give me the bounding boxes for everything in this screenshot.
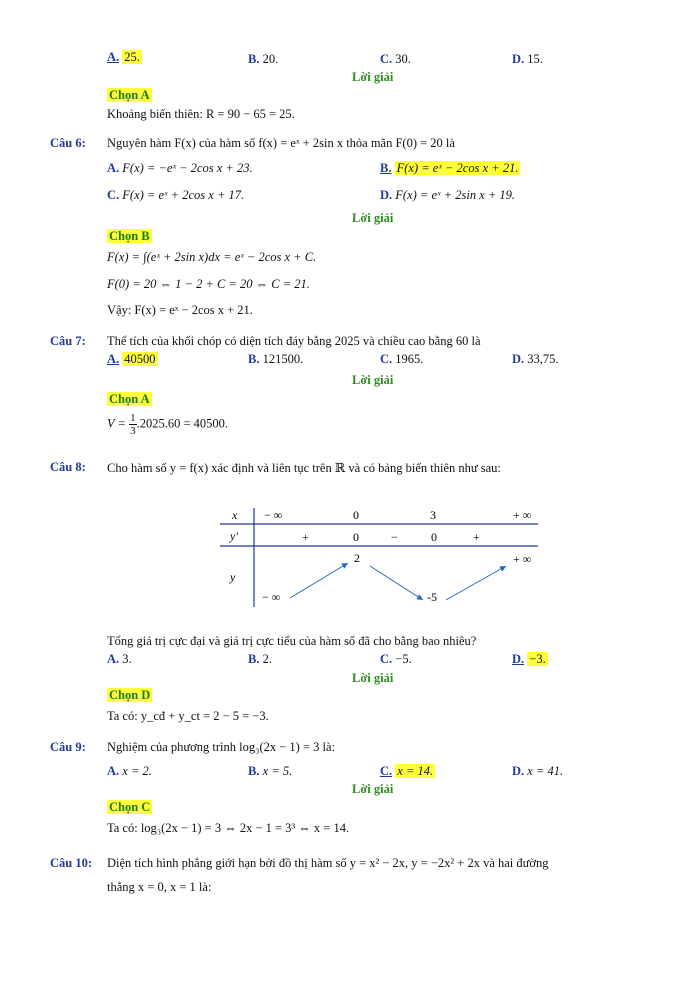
chon-text: Chọn A xyxy=(109,392,150,406)
fraction xyxy=(129,412,137,437)
option-label: C. xyxy=(380,652,393,666)
question-number: Câu 7: xyxy=(50,334,86,348)
question-number: Câu 8: xyxy=(50,460,86,474)
option-label: B. xyxy=(248,52,260,66)
question-stem: Nghiệm của phương trình log₃(2x − 1) = 3 là: xyxy=(107,740,335,754)
chon-text: Chọn C xyxy=(109,800,151,814)
option-label: B. xyxy=(248,352,260,366)
option-label: A. xyxy=(107,652,120,666)
option-label: D. xyxy=(512,352,525,366)
question-stem: Diện tích hình phẳng giới hạn bởi đồ thị hàm số y = x² − 2x, y = −2x² + 2x và hai đường xyxy=(107,856,549,870)
q6-option-b[interactable] xyxy=(380,161,520,176)
option-label: D. xyxy=(512,652,525,666)
y-value: -5 xyxy=(427,590,437,604)
q9-option-d[interactable] xyxy=(512,764,563,779)
chon-answer xyxy=(107,800,152,815)
option-text: 121500. xyxy=(262,352,304,366)
q6-option-a[interactable] xyxy=(107,161,253,176)
prev-option-b[interactable] xyxy=(248,52,278,67)
solution-line xyxy=(107,250,316,265)
sign: + xyxy=(302,530,309,544)
option-text: x = 5. xyxy=(262,764,293,778)
question-number: Câu 10: xyxy=(50,856,93,870)
option-text: x = 2. xyxy=(122,764,152,778)
option-text: x = 14. xyxy=(397,764,434,778)
option-label: B. xyxy=(248,652,260,666)
chon-answer xyxy=(107,88,152,103)
solution-line xyxy=(107,412,228,437)
increase-arrow xyxy=(446,566,506,600)
solution-text: F(x) = ∫(eˣ + 2sin x)dx = eˣ − 2cos x + C. xyxy=(107,250,317,264)
q8-option-c[interactable] xyxy=(380,652,412,667)
option-text: 40500 xyxy=(124,352,156,366)
question-stem: Thể tích của khối chóp có diện tích đáy bằng 2025 và chiều cao bằng 60 là xyxy=(107,334,481,348)
y-value: + ∞ xyxy=(513,552,532,566)
yprime-label: y' xyxy=(230,529,238,543)
chon-answer xyxy=(107,688,152,703)
option-label: A. xyxy=(107,352,120,366)
question-number: Câu 9: xyxy=(50,740,86,754)
option-label: C. xyxy=(107,188,120,202)
loi-giai-heading: Lời giải xyxy=(352,373,394,387)
q8-option-b[interactable] xyxy=(248,652,272,667)
q7-option-d[interactable] xyxy=(512,352,559,367)
increase-arrow xyxy=(290,563,348,598)
question-text: Tổng giá trị cực đại và giá trị cực tiểu của hàm số đã cho bằng bao nhiêu? xyxy=(107,634,477,648)
option-text: 20. xyxy=(262,52,279,66)
option-label: A. xyxy=(107,764,120,778)
q8-option-d[interactable] xyxy=(512,652,548,667)
chon-answer xyxy=(107,392,152,407)
q8-option-a[interactable] xyxy=(107,652,132,667)
option-text: 33,75. xyxy=(527,352,559,366)
q7-option-b[interactable] xyxy=(248,352,303,367)
variation-table xyxy=(210,500,550,615)
solution-line: Ta có: y_cđ + y_ct = 2 − 5 = −3. xyxy=(107,709,269,723)
y-label: y xyxy=(230,570,236,584)
option-label: B. xyxy=(248,764,260,778)
prev-option-a[interactable] xyxy=(107,50,142,65)
option-label: D. xyxy=(512,764,525,778)
q7-option-a[interactable] xyxy=(107,352,158,367)
option-text: 15. xyxy=(527,52,543,66)
question-stem: Nguyên hàm F(x) của hàm số f(x) = eˣ + 2sin x thỏa mãn F(0) = 20 là xyxy=(107,136,455,150)
option-label: D. xyxy=(512,52,525,66)
q9-option-c[interactable] xyxy=(380,764,435,779)
loi-giai-heading: Lời giải xyxy=(352,782,394,796)
option-text: −5. xyxy=(395,652,412,666)
loi-giai-heading: Lời giải xyxy=(352,671,394,685)
option-label: B. xyxy=(380,161,392,175)
sign: 0 xyxy=(353,530,359,544)
solution-text: V = xyxy=(107,416,126,431)
x-value: 0 xyxy=(353,508,359,522)
option-text: F(x) = −eˣ − 2cos x + 23. xyxy=(122,161,253,175)
question-number: Câu 6: xyxy=(50,136,86,150)
option-text: −3. xyxy=(529,652,546,666)
option-label: A. xyxy=(107,50,120,64)
x-value: + ∞ xyxy=(513,508,532,522)
option-text: 25. xyxy=(124,50,140,64)
option-label: C. xyxy=(380,764,393,778)
q9-option-b[interactable] xyxy=(248,764,292,779)
option-label: C. xyxy=(380,52,393,66)
sign: − xyxy=(391,530,398,544)
y-value: 2 xyxy=(354,551,360,565)
option-text: 2. xyxy=(262,652,272,666)
numerator: 1 xyxy=(130,412,136,424)
solution-text: F(0) = 20 ⇔ 1 − 2 + C = 20 ⇔ C = 21. xyxy=(107,277,310,291)
solution-line: Khoảng biến thiên: R = 90 − 65 = 25. xyxy=(107,107,295,121)
solution-line xyxy=(107,277,310,292)
loi-giai-heading: Lời giải xyxy=(352,70,394,84)
option-text: 3. xyxy=(122,652,132,666)
chon-text: Chọn A xyxy=(109,88,150,102)
chon-answer xyxy=(107,229,152,244)
q9-option-a[interactable] xyxy=(107,764,152,779)
question-stem: Cho hàm số y = f(x) xác định và liên tục trên ℝ và có bảng biến thiên như sau: xyxy=(107,461,501,475)
solution-line: Ta có: log₃(2x − 1) = 3 ⇔ 2x − 1 = 3³ ⇔ x = 14. xyxy=(107,821,350,835)
y-value: − ∞ xyxy=(262,590,281,604)
q7-option-c[interactable] xyxy=(380,352,423,367)
option-text: x = 41. xyxy=(527,764,564,778)
sign: + xyxy=(473,530,480,544)
prev-option-c[interactable] xyxy=(380,52,411,67)
decrease-arrow xyxy=(370,566,423,600)
option-text: F(x) = eˣ − 2cos x + 21. xyxy=(396,161,519,175)
q6-option-d[interactable] xyxy=(380,188,515,203)
x-value: − ∞ xyxy=(264,508,283,522)
option-label: C. xyxy=(380,352,393,366)
option-text: F(x) = eˣ + 2sin x + 19. xyxy=(395,188,516,202)
denominator: 3 xyxy=(130,425,136,437)
x-label: x xyxy=(232,508,238,522)
solution-line: Vậy: F(x) = eˣ − 2cos x + 21. xyxy=(107,303,253,317)
option-text: F(x) = eˣ + 2cos x + 17. xyxy=(122,188,245,202)
solution-text: .2025.60 = 40500. xyxy=(136,416,229,431)
option-label: A. xyxy=(107,161,120,175)
chon-text: Chọn B xyxy=(109,229,150,243)
sign: 0 xyxy=(431,530,437,544)
prev-option-d[interactable] xyxy=(512,52,543,67)
chon-text: Chọn D xyxy=(109,688,151,702)
question-stem-cont: thẳng x = 0, x = 1 là: xyxy=(107,880,212,894)
option-label: D. xyxy=(380,188,393,202)
option-text: 30. xyxy=(395,52,411,66)
loi-giai-heading: Lời giải xyxy=(352,211,394,225)
x-value: 3 xyxy=(430,508,436,522)
option-text: 1965. xyxy=(395,352,424,366)
q6-option-c[interactable] xyxy=(107,188,244,203)
